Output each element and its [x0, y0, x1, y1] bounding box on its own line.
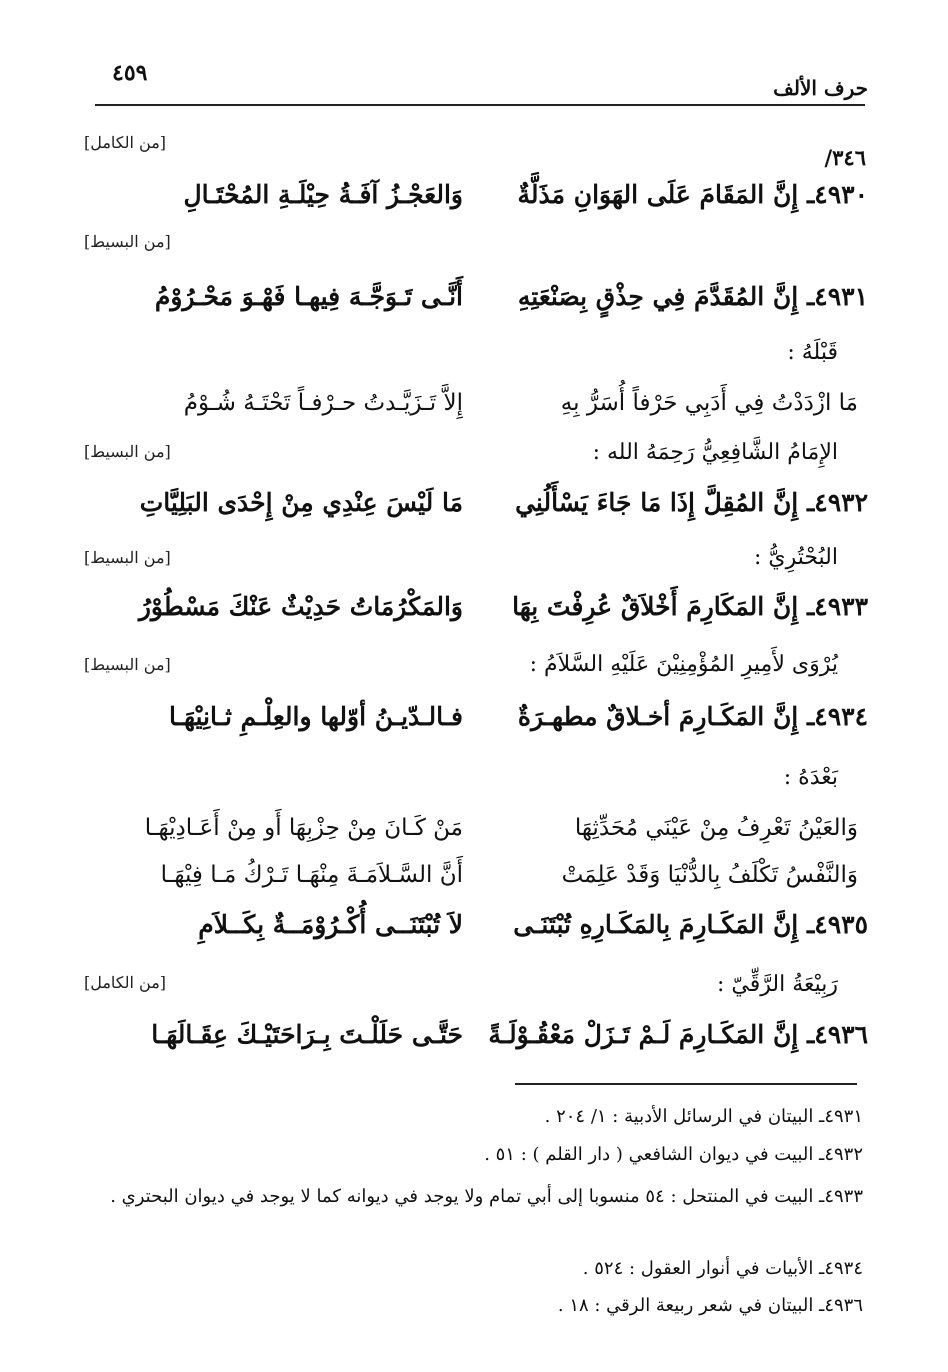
after-label: بَعْدَهُ : [783, 765, 838, 790]
poet-label-rabia: رَبِيْعَةُ الرَّقِّيّ : [717, 972, 838, 997]
verse-4931-first-hemistich: ٤٩٣١ـ إِنَّ المُقَدَّمَ فِي حِذْقٍ بِصَنْعَتِهِ [517, 282, 868, 311]
after-verse-1-second-hemistich: مَنْ كَـانَ مِنْ حِزْبِهَا أَو مِنْ أَعَـادِيْهَـا [144, 815, 463, 841]
verse-4933-second-hemistich: وَالمَكْرُمَاتُ حَدِيْثٌ عَنْكَ مَسْطُوْرُ [138, 592, 463, 621]
verse-4936-second-hemistich: حَتَّـى حَلَلْـتَ بِـرَاحَتَيْـكَ عِقَـالَهَـا [151, 1020, 463, 1049]
verse-4934-second-hemistich: فـالـدّيـنُ أوّلها والعِلْـمِ ثـانِيْهَـا [169, 702, 463, 731]
verse-4935-first-hemistich: ٤٩٣٥ـ إِنَّ المَكَـارِمَ بِالمَكَـارِهِ تُبْتَنَـى [513, 910, 868, 939]
poet-label-shafii: الإِمَامُ الشَّافِعِيُّ رَحِمَهُ الله : [592, 440, 838, 465]
meter-label: [من البسيط] [84, 232, 171, 251]
meter-label: [من البسيط] [84, 655, 171, 674]
before-label: قَبْلَهُ : [787, 340, 838, 365]
footnote-4936: ٤٩٣٦ـ البيتان في شعر ربيعة الرقي : ١٨ . [557, 1295, 863, 1316]
attribution-label: يُرْوَى لأَمِيرِ المُؤْمِنِيْنَ عَلَيْهِ السَّلاَمُ : [529, 652, 838, 677]
verse-4930-second-hemistich: وَالعَجْـزُ آفَـةُ حِيْلَـةِ المُحْتَـالِ [183, 180, 463, 209]
verse-4934-first-hemistich: ٤٩٣٤ـ إِنَّ المَكَـارِمَ أخـلاقٌ مطهـرَةٌ [517, 702, 868, 731]
meter-label: [من البسيط] [84, 548, 171, 567]
header-rule [95, 104, 865, 106]
footnote-4933: ٤٩٣٣ـ البيت في المنتحل : ٥٤ منسوبا إلى أبي تمام ولا يوجد في ديوانه كما لا يوجد في ديوان البحتري . [110, 1186, 863, 1207]
verse-4931-second-hemistich: أَنَّـى تَـوَجَّـهَ فِيهـا فَهْـوَ مَحْـرُوْمُ [154, 282, 463, 311]
previous-verse-second-hemistich: إِلاَّ تَـزَيَّـدتُ حـرْفـاً تَحْتَـهُ شُـوْمُ [183, 390, 463, 416]
verse-4930-first-hemistich: ٤٩٣٠ـ إِنَّ المَقَامَ عَلَى الهَوَانِ مَذَلَّةٌ [517, 180, 868, 209]
verse-4932-second-hemistich: مَا لَيْسَ عِنْدِي مِنْ إِحْدَى البَلِيَّاتِ [139, 488, 463, 517]
page-number: ٤٥٩ [112, 60, 148, 86]
verse-4935-second-hemistich: لاَ تُبْتَنَــى أُكْـرُوْمَــةٌ بِكَــلاَمِ [198, 910, 463, 939]
meter-label: [من الكامل] [84, 973, 167, 992]
verse-4932-first-hemistich: ٤٩٣٢ـ إِنَّ المُقِلَّ إِذَا مَا جَاءَ يَسْأَلُنِي [515, 488, 868, 517]
previous-verse-first-hemistich: مَا ازْدَدْتُ فِي أَدَبِي حَرْفاً أُسَرُّ بِهِ [560, 390, 858, 416]
meter-label: [من البسيط] [84, 442, 171, 461]
chapter-title: حرف الألف [773, 76, 868, 100]
poet-label-buhturi: البُحْتُرِيُّ : [753, 545, 838, 570]
after-verse-2-second-hemistich: أَنَّ السَّـلاَمَـةَ مِنْهَـا تَـرْكُ مَـا فِيْهَـا [160, 862, 463, 888]
meter-label: [من الكامل] [84, 133, 167, 152]
footnote-4932: ٤٩٣٢ـ البيت في ديوان الشافعي ( دار القلم ) : ٥١ . [484, 1144, 863, 1165]
verse-4936-first-hemistich: ٤٩٣٦ـ إِنَّ المَكَـارِمَ لَـمْ تَـزَلْ مَعْقُـوْلَـةً [488, 1020, 868, 1049]
footnote-4934: ٤٩٣٤ـ الأبيات في أنوار العقول : ٥٢٤ . [582, 1258, 863, 1279]
verse-4933-first-hemistich: ٤٩٣٣ـ إِنَّ المَكَارِمَ أَخْلاَقٌ عُرِفْتَ بِهَا [512, 592, 868, 621]
footnote-4931: ٤٩٣١ـ البيتان في الرسائل الأدبية : ١/ ٢٠٤ . [544, 1106, 863, 1127]
after-verse-1-first-hemistich: وَالعَيْنُ تَعْرِفُ مِنْ عَيْنَي مُحَدِّثِهَا [574, 815, 858, 841]
volume-reference: /٣٤٦ [824, 145, 866, 170]
footnote-separator [515, 1083, 857, 1085]
after-verse-2-first-hemistich: وَالنَّفْسُ تَكْلَفُ بِالدُّنْيَا وَقَدْ عَلِمَتْ [561, 862, 858, 888]
